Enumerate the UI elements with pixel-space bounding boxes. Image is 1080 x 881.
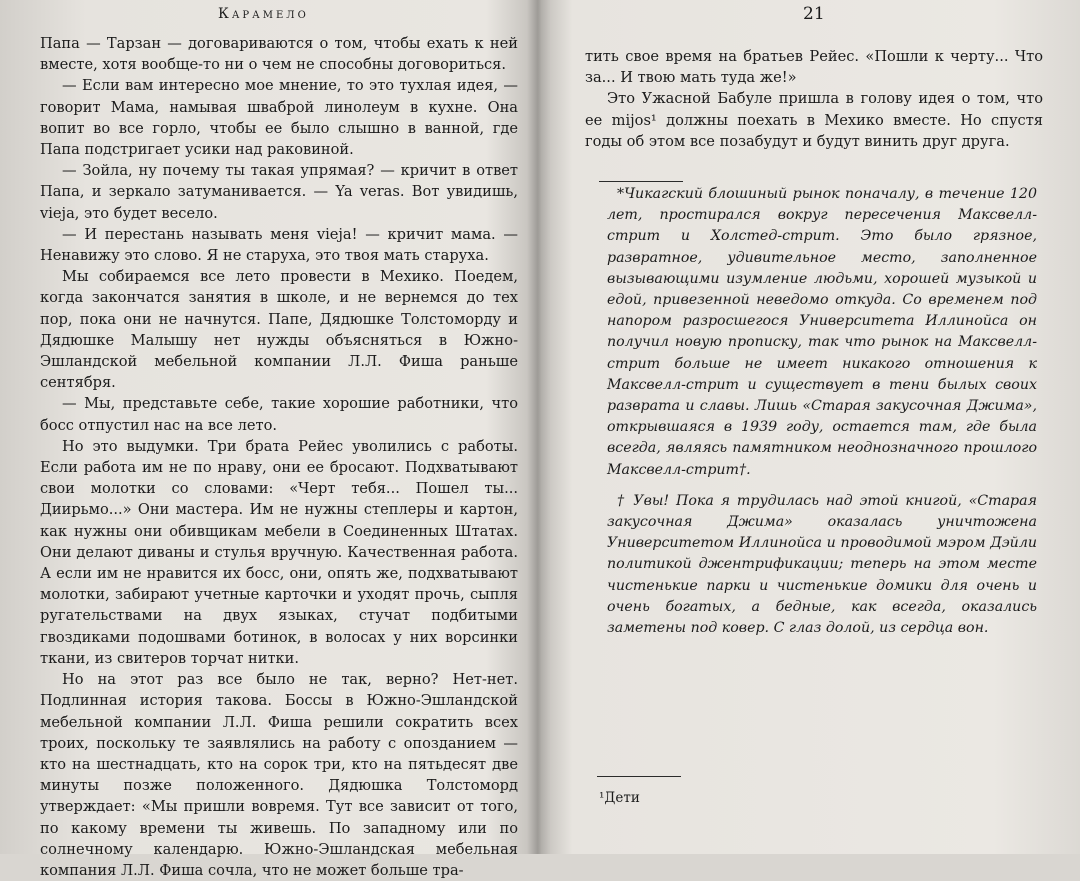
- page-number: 21: [803, 4, 825, 24]
- footnote: *Чикагский блошиный рынок поначалу, в течение 120 лет, простирался вокруг пересечения Максвелл-стрит и Холстед-стрит. Это было грязное, развратное, удивительное место, заполненное вызывающими изумление людьми, хорошей музыкой и едой, привезенной неведомо откуда. Со временем под напором разросшегося Университета Иллинойса он получил новую прописку, так что рынок на Максвелл-стрит больше не имеет никакого отношения к Максвелл-стрит и существует в тени былых своих разврата и славы. Лишь «Старая закусочная Джима», открывшаяся в 1939 году, остается там, где была всегда, являясь памятником неоднозначного прошлого Максвелл-стрит†.: [607, 186, 1037, 478]
- footnote: † Увы! Пока я трудилась над этой книгой, «Старая закусочная Джима» оказалась уничтожена Университетом Иллинойса и проводимой мэром Дэйли политикой джентрификации; теперь на этом месте чистенькие парки и чистенькие домики для очень и очень богатых, а бедные, как всегда, оказались заметены под ковер. С глаз долой, из сердца вон.: [607, 492, 1037, 637]
- paragraph: — И перестань называть меня vieja! — кричит мама. — Ненавижу это слово. Я не старуха, это твоя мать старуха.: [40, 225, 518, 265]
- footnotes: [607, 184, 1037, 639]
- paragraph: Но на этот раз все было не так, верно? Нет-нет. Подлинная история такова. Боссы в Южно-Эшландской мебельной компании Л.Л. Фиша решили сократить всех троих, поскольку те заявлялись на работу с опозданием — кто на шестнадцать, кто на сорок три, кто на пятьдесят две минуты позже положенного. Дядюшка Толстоморд утверждает: «Мы пришли вовремя. Тут все зависит от того, по какому времени ты живешь. По западному или по солнечному календарю. Южно-Эшландская мебельная компания Л.Л. Фиша сочла, что не может больше тра-: [40, 671, 518, 879]
- book-gutter: [527, 0, 551, 854]
- paragraph: Но это выдумки. Три брата Рейес уволились с работы. Если работа им не по нраву, они ее бросают. Подхватывают свои молотки со словами: «Черт тебя... Пошел ты... Диирьмо...» Они мастера. Им не нужны степлеры и картон, как нужны они обивщикам мебели в Соединенных Штатах. Они делают диваны и стулья вручную. Качественная работа. А если им не нравится их босс, они, опять же, подхватывают молотки, забирают учетные карточки и уходят прочь, сыпля ругательствами на двух языках, стучат подбитыми гвоздиками подошвами ботинок, в волосах у них ворсинки ткани, из свитеров торчат нитки.: [40, 437, 518, 667]
- footnote-rule: [597, 776, 681, 777]
- paragraph: Мы собираемся все лето провести в Мехико. Поедем, когда закончатся занятия в школе, и не вернемся до тех пор, пока они не начнутся. Папе, Дядюшке Толстоморду и Дядюшке Малышу нет нужды объясняться в Южно-Эшландской мебельной компании Л.Л. Фиша раньше сентября.: [40, 268, 518, 392]
- paragraph: Это Ужасной Бабуле пришла в голову идея о том, что ее mijos¹ должны поехать в Мехико вместе. Но спустя годы об этом все позабудут и будут винить друг друга.: [585, 90, 1043, 150]
- running-head: Карамело: [218, 6, 309, 22]
- left-page: [40, 0, 518, 879]
- paragraph: — Если вам интересно мое мнение, то это тухлая идея, — говорит Мама, намывая шваброй линолеум в кухне. Она вопит во все горло, чтобы ее было слышно в ванной, где Папа подстригает усики над раковиной.: [40, 77, 518, 159]
- paragraph: — Мы, представьте себе, такие хорошие работники, что босс отпустил нас на все лето.: [40, 395, 518, 434]
- right-page: [585, 0, 1043, 854]
- footnote-rule: [599, 181, 683, 182]
- left-page-body: [40, 33, 518, 881]
- paragraph: тить свое время на братьев Рейес. «Пошли к черту... Что за... И твою мать туда же!»: [585, 48, 1043, 87]
- bottom-footnote: ¹Дети: [599, 790, 640, 806]
- paragraph: — Зойла, ну почему ты такая упрямая? — кричит в ответ Папа, и зеркало затуманивается. — Ya veras. Вот увидишь, vieja, это будет весело.: [40, 162, 518, 222]
- right-page-body: [585, 46, 1043, 152]
- paragraph: Папа — Тарзан — договариваются о том, чтобы ехать к ней вместе, хотя вообще-то ни о чем не способны договориться.: [40, 35, 518, 74]
